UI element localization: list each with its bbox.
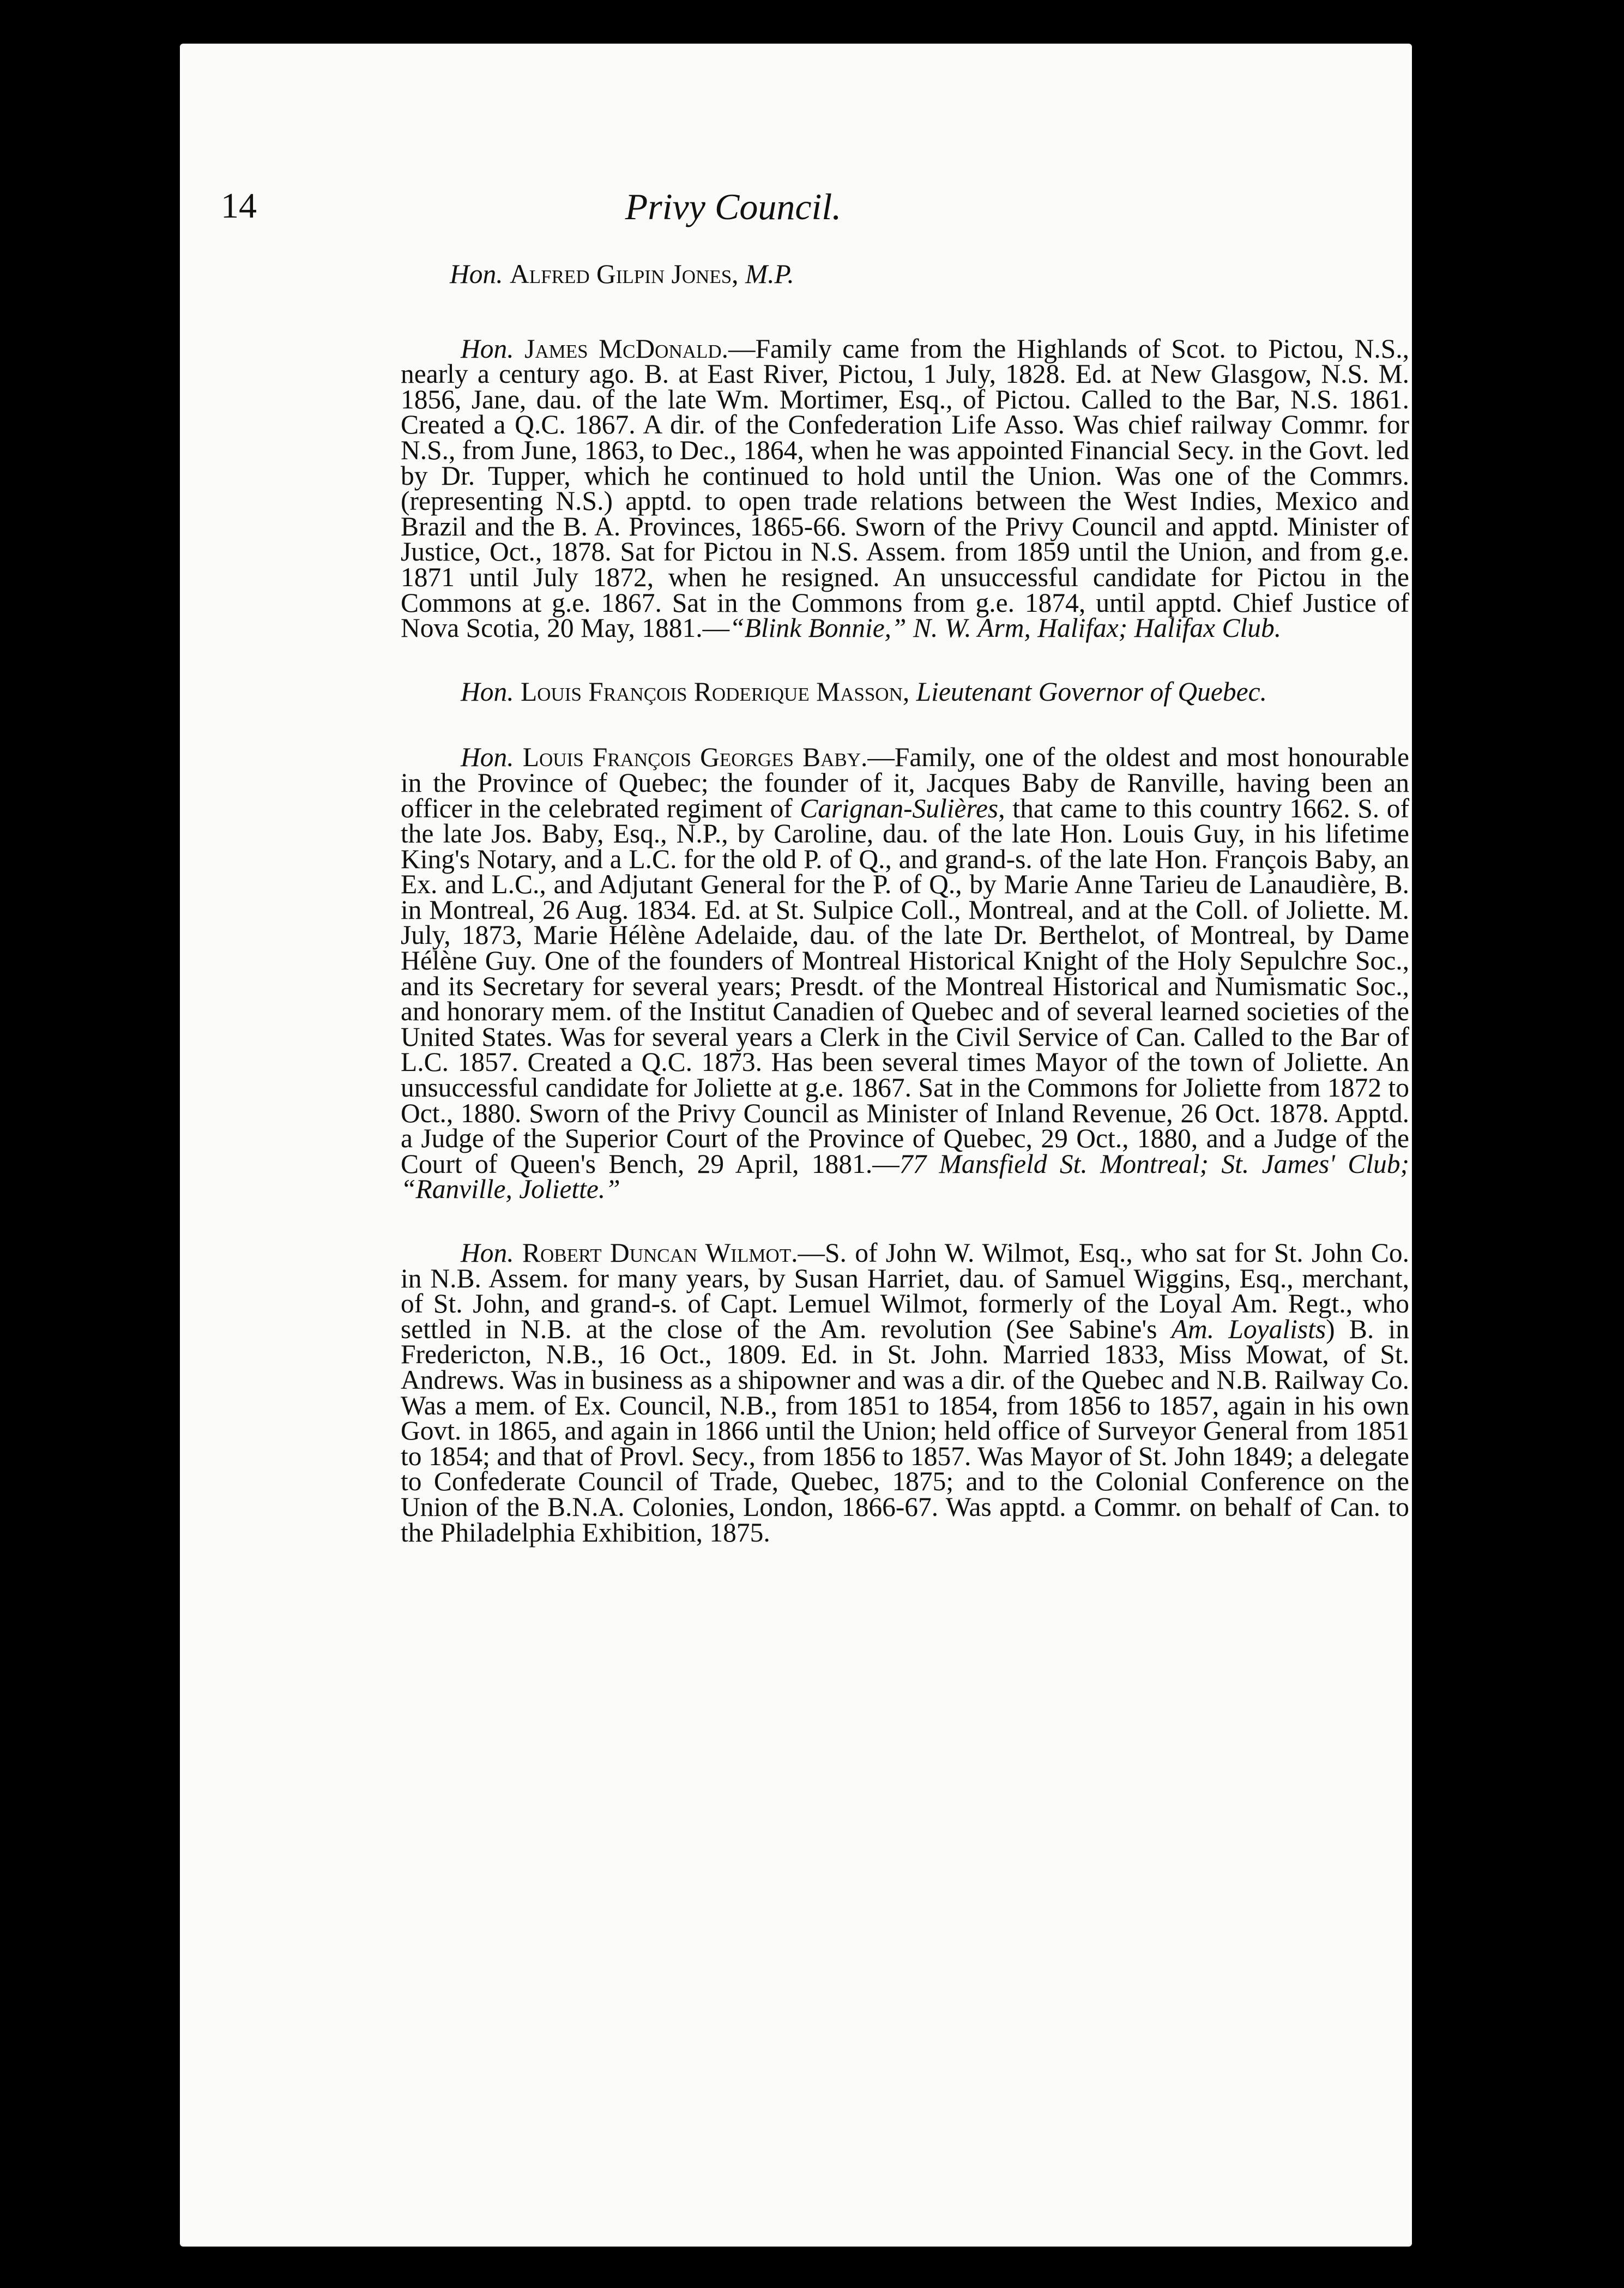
entry-honorific: Hon. <box>461 1238 514 1268</box>
entry-alfred-gilpin-jones <box>450 259 1409 289</box>
entry-address: “Blink Bonnie,” N. W. Arm, Halifax; Halifax Club. <box>729 613 1282 643</box>
page-header <box>221 185 1377 240</box>
entry-name: Louis François Georges Baby. <box>522 742 868 773</box>
entry-honorific: Hon. <box>461 742 514 773</box>
entry-james-mcdonald <box>401 333 1409 643</box>
entry-text-continued: ) B. in Fredericton, N.B., 16 Oct., 1809. Ed. in St. John. Married 1833, Miss Mowat, of St. Andrews. Was in business as a shipowner and was a dir. of the Quebec and N.B. Railway Co. Was a mem. of Ex. Council, N.B., from 1851 to 1854, from 1856 to 1857, again in his own Govt. in 1865, and again in 1866 until the Union; held office of Surveyor General from 1851 to 1854; and that of Provl. Secy., from 1856 to 1857. Was Mayor of St. John 1849; a delegate to Confederate Council of Trade, Quebec, 1875; and to the Colonial Conference on the Union of the B.N.A. Colonies, London, 1866-67. Was apptd. a Commr. on behalf of Can. to the Philadelphia Exhibition, 1875. <box>401 1314 1409 1548</box>
page-number: 14 <box>221 186 257 226</box>
entry-honorific: Hon. <box>461 676 514 707</box>
entry-text-continued: , that came to this country 1662. S. of the late Jos. Baby, Esq., N.P., by Caroline, dau. of the late Hon. Louis Guy, in his lifetime King's Notary, and a L.C. for the old P. of Q., and grand-s. of the late Hon. François Baby, an Ex. and L.C., and Adjutant General for the P. of Q., by Marie Anne Tarieu de Lanaudière, B. in Montreal, 26 Aug. 1834. Ed. at St. Sulpice Coll., Montreal, and at the Coll. of Joliette. M. July, 1873, Marie Hélène Adelaide, dau. of the late Dr. Berthelot, of Montreal, by Dame Hélène Guy. One of the founders of Montreal Historical Knight of the Holy Sepulchre Soc., and its Secretary for several years; Presdt. of the Montreal Historical and Numismatic Soc., and honorary mem. of the Institut Canadien of Quebec and of several learned societies of the United States. Was for several years a Clerk in the Civil Service of Can. Called to the Bar of L.C. 1857. Created a Q.C. 1873. Has been several times Mayor of the town of Joliette. An unsuccessful candidate for Joliette at g.e. 1867. Sat in the Commons for Joliette from 1872 to Oct., 1880. Sworn of the Privy Council as Minister of Inland Revenue, 26 Oct. 1878. Apptd. a Judge of the Superior Court of the Province of Quebec, 29 Oct., 1880, and a Judge of the Court of Queen's Bench, 29 April, 1881.— <box>401 793 1409 1179</box>
entry-address: 77 Mansfield St. Montreal; St. James' Club; “Ranville, Joliette.” <box>401 1148 1409 1205</box>
entry-regiment: Carignan-Sulières <box>800 793 999 823</box>
entry-name: Louis François Roderique Masson, <box>521 676 910 707</box>
entry-honorific: Hon. <box>450 259 503 289</box>
entry-text: —Family came from the Highlands of Scot. to Pictou, N.S., nearly a century ago. B. at East River, Pictou, 1 July, 1828. Ed. at New Glasgow, N.S. M. 1856, Jane, dau. of the late Wm. Mortimer, Esq., of Pictou. Called to the Bar, N.S. 1861. Created a Q.C. 1867. A dir. of the Confederation Life Asso. Was chief railway Commr. for N.S., from June, 1863, to Dec., 1864, when he was appointed Financial Secy. in the Govt. led by Dr. Tupper, which he continued to hold until the Union. Was one of the Commrs. (representing N.S.) apptd. to open trade relations between the West Indies, Mexico and Brazil and the B. A. Provinces, 1865-66. Sworn of the Privy Council and apptd. Minister of Justice, Oct., 1878. Sat for Pictou in N.S. Assem. from 1859 until the Union, and from g.e. 1871 until July 1872, when he resigned. An unsuccessful candidate for Pictou in the Commons at g.e. 1867. Sat in the Commons from g.e. 1874, until apptd. Chief Justice of Nova Scotia, 20 May, 1881.— <box>401 333 1409 643</box>
entry-suffix: M.P. <box>745 259 794 289</box>
entry-name: Robert Duncan Wilmot. <box>522 1238 798 1268</box>
entry-name: James McDonald. <box>524 333 729 364</box>
entry-louis-francois-georges-baby <box>401 742 1409 1205</box>
entry-book-title: Am. Loyalists <box>1171 1314 1326 1344</box>
entry-text: —Family, one of the oldest and most honourable in the Province of Quebec; the founder of it, Jacques Baby de Ranville, having been an officer in the celebrated regiment of <box>401 742 1409 823</box>
entry-title: Lieutenant Governor of Quebec. <box>916 676 1267 707</box>
entry-louis-francois-roderique-masson <box>401 676 1409 707</box>
entry-robert-duncan-wilmot <box>401 1238 1409 1548</box>
entry-name: Alfred Gilpin Jones, <box>510 259 739 289</box>
running-title: Privy Council. <box>625 186 842 227</box>
entry-honorific: Hon. <box>461 333 514 364</box>
entry-text: —S. of John W. Wilmot, Esq., who sat for St. John Co. in N.B. Assem. for many years, by Susan Harriet, dau. of Samuel Wiggins, Esq., merchant, of St. John, and grand-s. of Capt. Lemuel Wilmot, formerly of the Loyal Am. Regt., who settled in N.B. at the close of the Am. revolution (See Sabine's <box>401 1238 1409 1344</box>
biography-entries <box>401 259 1409 1583</box>
